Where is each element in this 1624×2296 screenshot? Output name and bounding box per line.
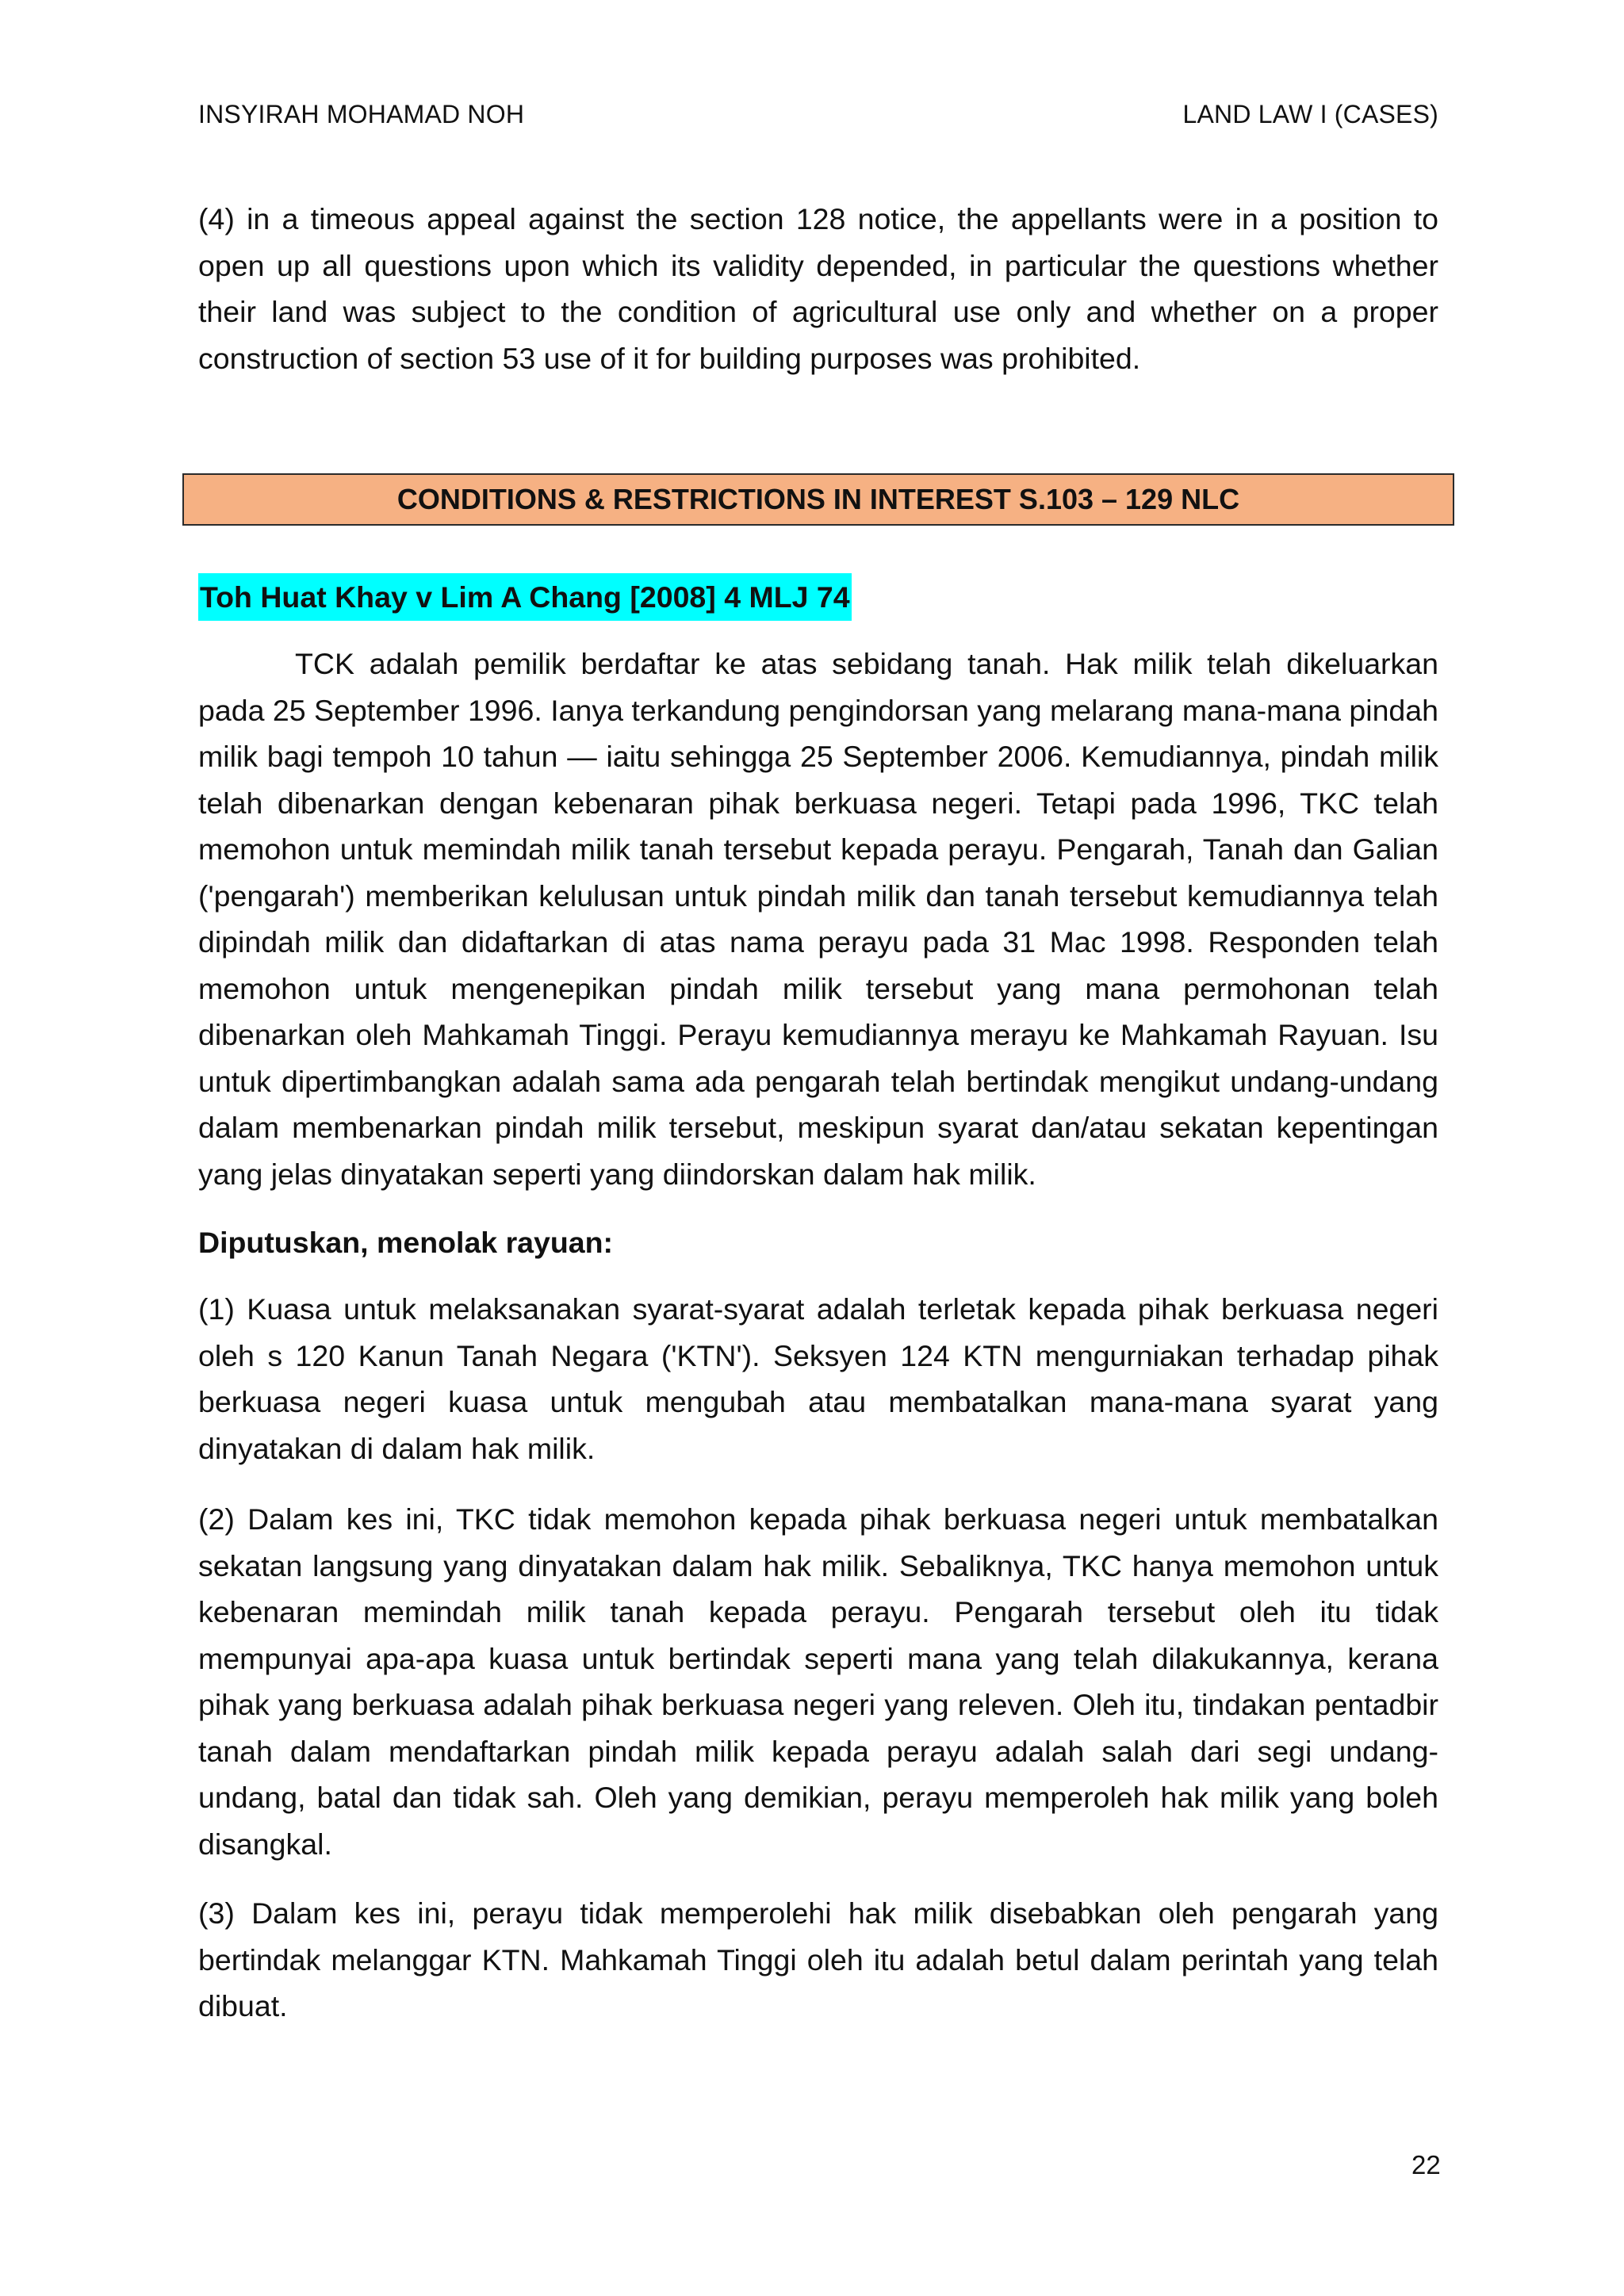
holding-paragraph-1: (1) Kuasa untuk melaksanakan syarat-syarat adalah terletak kepada pihak berkuasa negeri oleh s 120 Kanun Tanah Negara ('KTN'). Seksyen 124 KTN mengurniakan terhadap pihak berkuasa negeri kuasa untuk mengubah atau membatalkan mana-mana syarat yang dinyatakan di dalam hak milik. bbox=[198, 1292, 1438, 1465]
section-heading-text: CONDITIONS & RESTRICTIONS IN INTEREST S.103 – 129 NLC bbox=[396, 483, 1240, 515]
holding-paragraph-3: (3) Dalam kes ini, perayu tidak memperolehi hak milik disebabkan oleh pengarah yang bertindak melanggar KTN. Mahkamah Tinggi oleh itu adalah betul dalam perintah yang telah dibuat. bbox=[198, 1896, 1438, 2022]
holding-paragraph-2: (2) Dalam kes ini, TKC tidak memohon kepada pihak berkuasa negeri untuk membatalkan sekatan langsung yang dinyatakan dalam hak milik. Sebaliknya, TKC hanya memohon untuk kebenaran memindah milik tanah kepada perayu. Pengarah tersebut oleh itu tidak mempunyai apa-apa kuasa untuk bertindak seperti mana yang telah dilakukannya, kerana pihak yang berkuasa adalah pihak berkuasa negeri yang releven. Oleh itu, tindakan pentadbir tanah dalam mendaftarkan pindah milik kepada perayu adalah salah dari segi undang-undang, batal dan tidak sah. Oleh yang demikian, perayu memperoleh hak milik yang boleh disangkal. bbox=[198, 1502, 1438, 1861]
section-heading bbox=[182, 473, 1454, 526]
case-title: Toh Huat Khay v Lim A Chang [2008] 4 MLJ 74 bbox=[198, 573, 852, 621]
decision-heading: Diputuskan, menolak rayuan: bbox=[198, 1226, 614, 1259]
header-course: LAND LAW I (CASES) bbox=[1182, 100, 1438, 128]
page-header bbox=[198, 100, 1438, 129]
case-facts-paragraph: TCK adalah pemilik berdaftar ke atas sebidang tanah. Hak milik telah dikeluarkan pada 25 September 1996. Ianya terkandung pengindorsan yang melarang mana-mana pindah milik bagi tempoh 10 tahun — iaitu sehingga 25 September 2006. Kemudiannya, pindah milik telah dibenarkan dengan kebenaran pihak berkuasa negeri. Tetapi pada 1996, TKC telah memohon untuk memindah milik tanah tersebut kepada perayu. Pengarah, Tanah dan Galian ('pengarah') memberikan kelulusan untuk pindah milik dan tanah tersebut kemudiannya telah dipindah milik dan didaftarkan di atas nama perayu pada 31 Mac 1998. Responden telah memohon untuk mengenepikan pindah milik tersebut yang mana permohonan telah dibenarkan oleh Mahkamah Tinggi. Perayu kemudiannya merayu ke Mahkamah Rayuan. Isu untuk dipertimbangkan adalah sama ada pengarah telah bertindak mengikut undang-undang dalam membenarkan pindah milik tersebut, meskipun syarat dan/atau sekatan kepentingan yang jelas dinyatakan seperti yang diindorskan dalam hak milik. bbox=[198, 647, 1438, 1191]
intro-paragraph: (4) in a timeous appeal against the section 128 notice, the appellants were in a position to open up all questions upon which its validity depended, in particular the questions whether their land was subject to the condition of agricultural use only and whether on a proper construction of section 53 use of it for building purposes was prohibited. bbox=[198, 202, 1438, 375]
page-number: 22 bbox=[1411, 2150, 1441, 2179]
header-author: INSYIRAH MOHAMAD NOH bbox=[198, 100, 525, 128]
